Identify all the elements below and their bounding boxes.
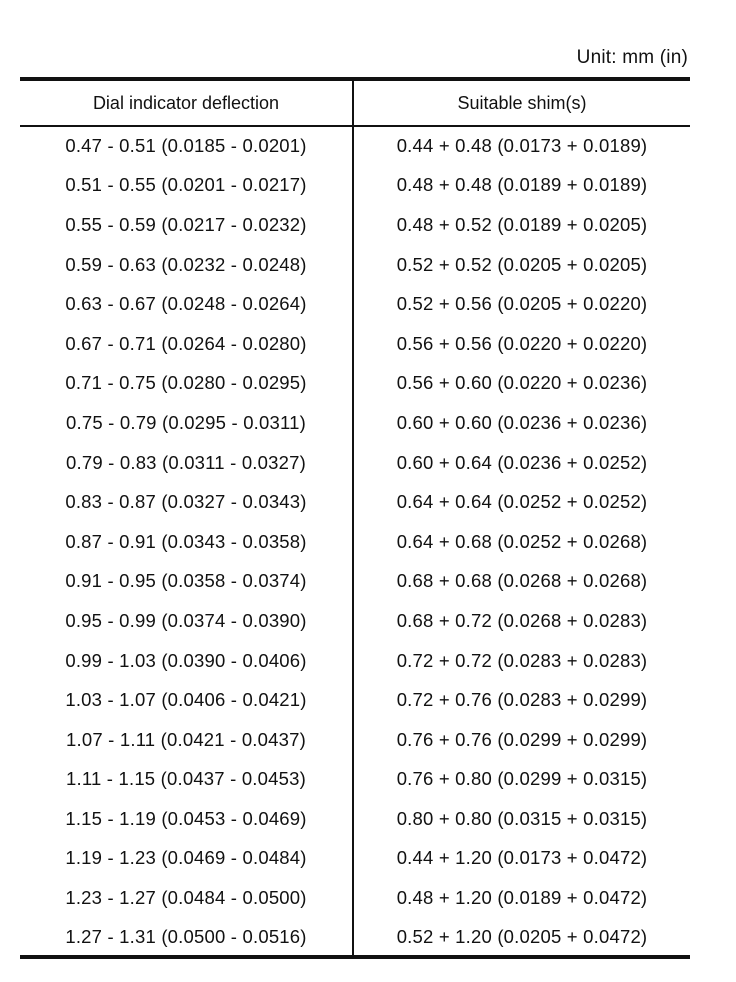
shim-cell: 0.48 + 1.20 (0.0189 + 0.0472) xyxy=(396,887,648,909)
deflection-cell: 0.87 - 0.91 (0.0343 - 0.0358) xyxy=(20,522,353,562)
deflection-cell: 0.75 - 0.79 (0.0295 - 0.0311) xyxy=(20,403,353,443)
deflection-cell: 1.07 - 1.11 (0.0421 - 0.0437) xyxy=(20,720,353,760)
unit-note: Unit: mm (in) xyxy=(576,47,688,68)
deflection-cell: 0.71 - 0.75 (0.0280 - 0.0295) xyxy=(20,364,353,404)
table-row xyxy=(20,482,690,522)
table-row xyxy=(20,562,690,602)
shim-cell: 0.44 + 1.20 (0.0173 + 0.0472) xyxy=(396,847,648,869)
table-row xyxy=(20,839,690,879)
deflection-cell: 0.79 - 0.83 (0.0311 - 0.0327) xyxy=(20,443,353,483)
table-row xyxy=(20,126,690,166)
shim-cell: 0.56 + 0.60 (0.0220 + 0.0236) xyxy=(396,372,648,394)
shim-cell: 0.76 + 0.80 (0.0299 + 0.0315) xyxy=(396,768,648,790)
table-row xyxy=(20,760,690,800)
table-row xyxy=(20,878,690,918)
table-row xyxy=(20,641,690,681)
shim-selection-table xyxy=(20,77,690,959)
header-row xyxy=(20,79,690,126)
shim-cell: 0.60 + 0.64 (0.0236 + 0.0252) xyxy=(396,451,648,473)
table-row xyxy=(20,205,690,245)
deflection-cell: 0.59 - 0.63 (0.0232 - 0.0248) xyxy=(20,245,353,285)
table-row xyxy=(20,799,690,839)
shim-cell: 0.76 + 0.76 (0.0299 + 0.0299) xyxy=(396,728,648,750)
shim-cell: 0.44 + 0.48 (0.0173 + 0.0189) xyxy=(396,135,648,157)
shim-cell: 0.52 + 1.20 (0.0205 + 0.0472) xyxy=(353,918,690,958)
shim-cell: 0.48 + 0.52 (0.0189 + 0.0205) xyxy=(396,213,648,235)
shim-cell: 0.52 + 0.56 (0.0205 + 0.0220) xyxy=(396,293,648,315)
shim-cell: 0.60 + 0.60 (0.0236 + 0.0236) xyxy=(396,411,648,433)
deflection-cell: 0.99 - 1.03 (0.0390 - 0.0406) xyxy=(20,641,353,681)
shim-cell: 0.52 + 0.52 (0.0205 + 0.0205) xyxy=(396,253,648,275)
deflection-cell: 1.03 - 1.07 (0.0406 - 0.0421) xyxy=(20,680,353,720)
table-row xyxy=(20,245,690,285)
shim-cell: 0.68 + 0.72 (0.0268 + 0.0283) xyxy=(396,609,648,631)
table-row xyxy=(20,324,690,364)
deflection-cell: 1.15 - 1.19 (0.0453 - 0.0469) xyxy=(20,799,353,839)
deflection-cell: 0.83 - 0.87 (0.0327 - 0.0343) xyxy=(20,482,353,522)
shim-cell: 0.64 + 0.68 (0.0252 + 0.0268) xyxy=(396,530,648,552)
deflection-cell: 1.23 - 1.27 (0.0484 - 0.0500) xyxy=(20,878,353,918)
deflection-cell: 1.19 - 1.23 (0.0469 - 0.0484) xyxy=(20,839,353,879)
table-row xyxy=(20,522,690,562)
table-row xyxy=(20,443,690,483)
deflection-cell: 1.27 - 1.31 (0.0500 - 0.0516) xyxy=(20,918,353,958)
table-header xyxy=(20,79,690,126)
table-row xyxy=(20,364,690,404)
shim-cell: 0.64 + 0.64 (0.0252 + 0.0252) xyxy=(396,491,648,513)
shim-cell: 0.80 + 0.80 (0.0315 + 0.0315) xyxy=(396,807,648,829)
deflection-cell: 0.47 - 0.51 (0.0185 - 0.0201) xyxy=(20,126,353,166)
deflection-cell: 0.95 - 0.99 (0.0374 - 0.0390) xyxy=(20,601,353,641)
table-row xyxy=(20,284,690,324)
table-row xyxy=(20,166,690,206)
deflection-cell: 1.11 - 1.15 (0.0437 - 0.0453) xyxy=(20,760,353,800)
shim-table-container xyxy=(20,77,690,959)
deflection-cell: 0.91 - 0.95 (0.0358 - 0.0374) xyxy=(20,562,353,602)
header-suitable-shims: Suitable shim(s) xyxy=(353,79,690,126)
table-row xyxy=(20,601,690,641)
shim-cell: 0.68 + 0.68 (0.0268 + 0.0268) xyxy=(396,570,648,592)
deflection-cell: 0.63 - 0.67 (0.0248 - 0.0264) xyxy=(20,284,353,324)
deflection-cell: 0.51 - 0.55 (0.0201 - 0.0217) xyxy=(20,166,353,206)
shim-cell: 0.48 + 0.48 (0.0189 + 0.0189) xyxy=(396,174,648,196)
shim-cell: 0.72 + 0.76 (0.0283 + 0.0299) xyxy=(396,689,648,711)
deflection-cell: 0.67 - 0.71 (0.0264 - 0.0280) xyxy=(20,324,353,364)
shim-cell: 0.72 + 0.72 (0.0283 + 0.0283) xyxy=(396,649,648,671)
table-body xyxy=(20,126,690,957)
shim-cell: 0.56 + 0.56 (0.0220 + 0.0220) xyxy=(396,332,648,354)
table-row xyxy=(20,680,690,720)
deflection-cell: 0.55 - 0.59 (0.0217 - 0.0232) xyxy=(20,205,353,245)
table-row xyxy=(20,720,690,760)
table-row xyxy=(20,403,690,443)
header-dial-indicator-deflection: Dial indicator deflection xyxy=(20,79,353,126)
table-row xyxy=(20,918,690,958)
